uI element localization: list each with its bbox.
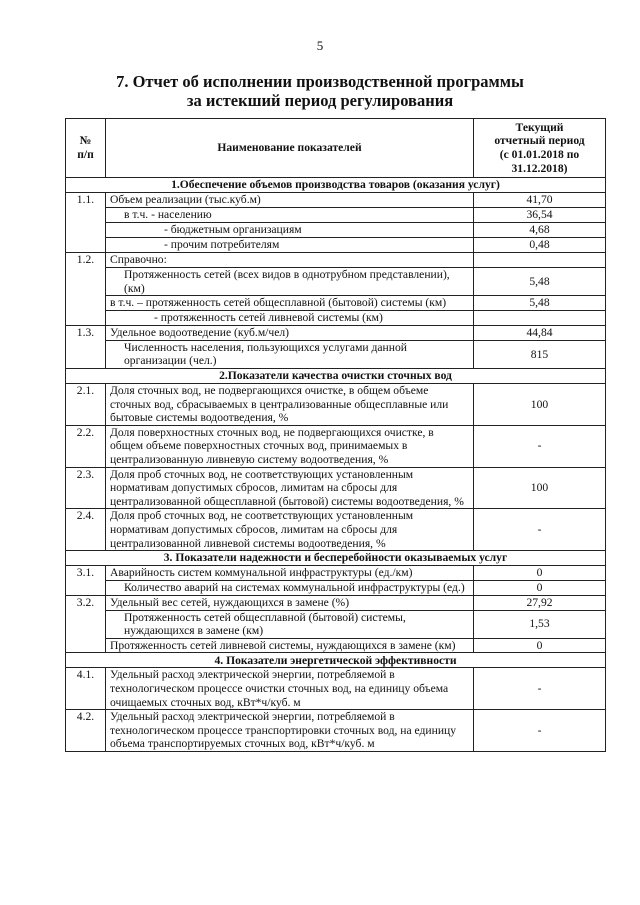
indicator-value: 0,48 (474, 238, 606, 253)
indicator-value (474, 310, 606, 325)
indicator-name: Количество аварий на системах коммунальной инфраструктуры (ед.) (106, 581, 474, 596)
table-body (66, 178, 606, 752)
row-number: 2.3. (66, 467, 106, 509)
indicator-name: в т.ч. - населению (106, 208, 474, 223)
table-row (66, 193, 606, 208)
indicator-name: Доля проб сточных вод, не соответствующих установленным нормативам допустимых сбросов, лимитам на сбросы для централизованной общесплавной (бытовой) системы водоотведения, % (106, 467, 474, 509)
indicator-name: Аварийность систем коммунальной инфраструктуры (ед./км) (106, 566, 474, 581)
title-line-2: за истекший период регулирования (186, 91, 454, 110)
section-title: 4. Показатели энергетической эффективности (66, 653, 606, 668)
indicator-value: - (474, 710, 606, 752)
row-number: 1.2. (66, 253, 106, 326)
indicator-value: 27,92 (474, 595, 606, 610)
row-number: 2.1. (66, 383, 106, 425)
indicator-name: Протяженность сетей общесплавной (бытовой) системы, нуждающихся в замене (км) (106, 610, 474, 638)
indicator-value: 1,53 (474, 610, 606, 638)
indicator-value: 5,48 (474, 296, 606, 311)
indicator-value: 5,48 (474, 268, 606, 296)
indicator-name: - протяженность сетей ливневой системы (км) (106, 310, 474, 325)
indicator-name: Доля поверхностных сточных вод, не подвергающихся очистке, в общем объеме поверхностных сточных вод, принимаемых в централизованную ливневую систему водоотведения, % (106, 425, 474, 467)
section-header-row (66, 368, 606, 383)
indicator-value: - (474, 509, 606, 551)
section-title: 1.Обеспечение объемов производства товаров (оказания услуг) (66, 178, 606, 193)
indicator-name: - прочим потребителям (106, 238, 474, 253)
indicator-name: в т.ч. – протяженность сетей общесплавной (бытовой) системы (км) (106, 296, 474, 311)
header-value: Текущий отчетный период (с 01.01.2018 по 31.12.2018) (474, 119, 606, 178)
table-row (66, 467, 606, 509)
section-header-row (66, 178, 606, 193)
indicator-value: 0 (474, 638, 606, 653)
row-number: 1.3. (66, 325, 106, 368)
section-header-row (66, 653, 606, 668)
table-row (66, 638, 606, 653)
indicator-value (474, 253, 606, 268)
table-row (66, 383, 606, 425)
row-number: 3.1. (66, 566, 106, 596)
table-row (66, 253, 606, 268)
title-line-1: 7. Отчет об исполнении производственной программы (116, 72, 524, 91)
indicator-value: 0 (474, 581, 606, 596)
indicator-name: Доля сточных вод, не подвергающихся очистке, в общем объеме сточных вод, сбрасываемых в централизованные общесплавные или бытовые системы водоотведения, % (106, 383, 474, 425)
row-number: 2.4. (66, 509, 106, 551)
indicator-name: Протяженность сетей (всех видов в однотрубном представлении), (км) (106, 268, 474, 296)
indicator-value: 100 (474, 467, 606, 509)
table-row (66, 310, 606, 325)
indicator-value: 815 (474, 340, 606, 368)
indicators-table (65, 118, 606, 752)
table-row (66, 581, 606, 596)
table-row (66, 668, 606, 710)
row-number: 3.2. (66, 595, 106, 653)
indicator-name: Удельный расход электрической энергии, потребляемой в технологическом процессе очистки сточных вод, на единицу объема очищаемых сточных вод, кВт*ч/куб. м (106, 668, 474, 710)
indicator-value: - (474, 668, 606, 710)
indicator-name: Удельное водоотведение (куб.м/чел) (106, 325, 474, 340)
indicator-name: Доля проб сточных вод, не соответствующих установленным нормативам допустимых сбросов, лимитам на сбросы для централизованной ливневой системы водоотведения, % (106, 509, 474, 551)
table-row (66, 566, 606, 581)
indicator-name: Удельный расход электрической энергии, потребляемой в технологическом процессе транспортировки сточных вод, на единицу объема транспортируемых сточных вод, кВт*ч/куб. м (106, 710, 474, 752)
section-title: 3. Показатели надежности и бесперебойности оказываемых услуг (66, 551, 606, 566)
indicator-value: 100 (474, 383, 606, 425)
row-number: 4.2. (66, 710, 106, 752)
table-row (66, 425, 606, 467)
indicator-value: 36,54 (474, 208, 606, 223)
indicator-name: Объем реализации (тыс.куб.м) (106, 193, 474, 208)
indicator-name: Протяженность сетей ливневой системы, нуждающихся в замене (км) (106, 638, 474, 653)
row-number: 1.1. (66, 193, 106, 253)
document-title (0, 72, 640, 110)
table-row (66, 296, 606, 311)
indicator-name: - бюджетным организациям (106, 223, 474, 238)
indicator-name: Численность населения, пользующихся услугами данной организации (чел.) (106, 340, 474, 368)
section-header-row (66, 551, 606, 566)
page-number: 5 (316, 38, 324, 53)
row-number: 4.1. (66, 668, 106, 710)
table-row (66, 223, 606, 238)
header-num: № п/п (66, 119, 106, 178)
header-name: Наименование показателей (106, 119, 474, 178)
table-header-row (66, 119, 606, 178)
indicator-name: Удельный вес сетей, нуждающихся в замене (%) (106, 595, 474, 610)
indicator-value: - (474, 425, 606, 467)
indicator-value: 4,68 (474, 223, 606, 238)
table-row (66, 610, 606, 638)
table-row (66, 595, 606, 610)
table-row (66, 208, 606, 223)
table-row (66, 238, 606, 253)
table-row (66, 325, 606, 340)
table-row (66, 509, 606, 551)
indicator-value: 44,84 (474, 325, 606, 340)
section-title: 2.Показатели качества очистки сточных вод (66, 368, 606, 383)
indicator-value: 0 (474, 566, 606, 581)
table-row (66, 710, 606, 752)
indicator-name: Справочно: (106, 253, 474, 268)
table-row (66, 268, 606, 296)
row-number: 2.2. (66, 425, 106, 467)
indicator-value: 41,70 (474, 193, 606, 208)
table-row (66, 340, 606, 368)
